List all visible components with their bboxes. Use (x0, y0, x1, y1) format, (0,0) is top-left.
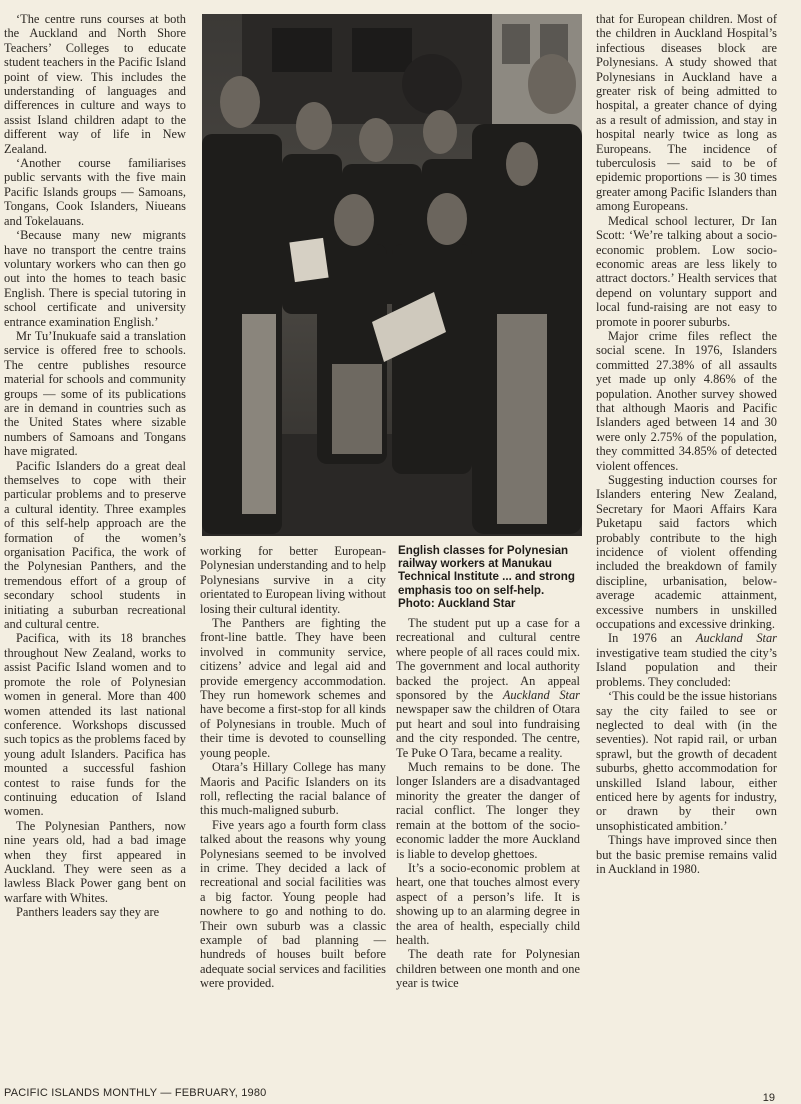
page-number: 19 (762, 1092, 775, 1104)
paragraph: The death rate for Polynesian children between one month and one year is twice (396, 947, 580, 991)
column-2 (200, 544, 386, 991)
paragraph: Much remains to be done. The longer Islanders are a disadvantaged minority the greater the danger of racial conflict. The longer they remain at the bottom of the socio-economic ladder the more Auckland is liable to develop ghettoes. (396, 760, 580, 861)
photo-caption: English classes for Polynesian railway workers at Manukau Technical Institute ... and strong emphasis too on self-help. Photo: Auckland Star (398, 544, 575, 610)
paragraph: Five years ago a fourth form class talked about the reasons why young Polynesians seemed to be involved in crime. They decided a lack of recreational and social facilities was a big factor. Young people had nowhere to go and nothing to do. Their own suburb was a classic example of bad planning — hundreds of houses built before adequate social services and facilities were provided. (200, 817, 386, 991)
paragraph: Pacific Islanders do a great deal themselves to cope with their particular problems and to preserve a cultural identity. Three examples of this self-help approach are the formation of the women’s organisation Pacifica, the work of the Polynesian Panthers, and the tremendous effort of a group of secondary school students in initiating a suburban recreational and cultural centre. (4, 458, 186, 632)
paragraph: ‘Because many new migrants have no transport the centre trains voluntary workers who can then go out into the homes to teach basic English. There is special tutoring in school certificate and university entrance examination English.’ (4, 228, 186, 329)
column-1 (4, 12, 186, 920)
paragraph-text: newspaper saw the children of Otara put heart and soul into fundraising and the city responded. The centre, Te Puke O Tara, became a reality. (396, 702, 580, 760)
paragraph: Otara’s Hillary College has many Maoris and Pacific Islanders on its roll, reflecting the racial balance of this much-maligned suburb. (200, 760, 386, 818)
paragraph: Major crime files reflect the social scene. In 1976, Islanders committed 27.38% of all assaults yet made up only 4.86% of the population. Another survey showed that although Maoris and Pacific Islanders aged between 14 and 30 were only 2.75% of the population, they committed 34.85% of detected violent offences. (596, 328, 777, 473)
paragraph: Medical school lecturer, Dr Ian Scott: ‘We’re talking about a socio-economic problem. Low socio-economic areas are less likely to attract doctors.’ Health services that depend on voluntary support and local fund-raising are not easy to promote in poorer suburbs. (596, 213, 777, 329)
paragraph: that for European children. Most of the children in Auckland Hospital’s infectious diseases block are Polynesians. A study showed that Polynesians in Auckland have a greater risk of being admitted to hospital, a greater chance of dying as a result of admission, and stay in hospital nearly twice as long as Europeans. The incidence of tuberculosis — said to be of epidemic proportions — is 30 times greater among Pacific Islanders than among Europeans. (596, 12, 777, 214)
paragraph: Panthers leaders say they are (16, 905, 160, 920)
column-3 (396, 616, 580, 991)
paragraph-text: In 1976 an (608, 631, 696, 646)
paragraph-text: The student put up a case for a recreational and cultural centre where people of all races could mix. The government and local authority backed the project. An appeal sponsored by the (396, 616, 580, 703)
paragraph: ‘Another course familiarises public servants with the five main Pacific Islands groups — Samoans, Tongans, Cook Islanders, Niueans and Tokelauans. (4, 156, 186, 228)
paragraph-text: investigative team studied the city’s Island population and their problems. They concluded: (596, 645, 777, 689)
paragraph: Pacifica, with its 18 branches throughout New Zealand, works to assist Pacific Island women and to promote the role of Polynesian women in general. More than 400 women attended its last national conference. Workshops discussed such topics as the problems faced by young adult Islanders. Pacifica has mounted a successful fashion contest to raise funds for the continuing education of Island women. (4, 631, 186, 819)
paragraph (396, 616, 580, 760)
footer-publication: PACIFIC ISLANDS MONTHLY — FEBRUARY, 1980 (4, 1087, 267, 1099)
paragraph: Mr Tu’Inukuafe said a translation service is offered free to schools. The centre publishes resource material for schools and community groups — some of its publications are in demand in countries such as the United States where sizable numbers of Samoans and Tongans have migrated. (4, 328, 186, 459)
paragraph: The Panthers are fighting the front-line battle. They have been involved in community service, citizens’ advice and legal aid and provide emergency accommodation. They run homework schemes and have become a first-stop for all kinds of Polynesians in trouble. Much of their time is devoted to counselling young people. (200, 616, 386, 760)
column-4 (596, 12, 777, 876)
paragraph: working for better European-Polynesian understanding and to help Polynesians survive in a city orientated to European living without losing their cultural identity. (200, 544, 386, 616)
photo-railway-workers (202, 14, 582, 536)
newspaper-name: Auckland Star (695, 631, 778, 646)
paragraph: It’s a socio-economic problem at heart, one that touches almost every aspect of a person’s life. It is showing up to an alarming degree in the area of health, especially child health. (396, 860, 580, 947)
paragraph: ‘This could be the issue historians say the city failed to see or neglected to deal with (in the seventies). Not rapid rail, or urban sprawl, but the growth of decadent suburbs, ghetto accommodation for unskilled Island labour, either enticed here by agents for industry, or drawn by their own unsophisticated ambition.’ (596, 689, 777, 833)
paragraph: ‘The centre runs courses at both the Auckland and North Shore Teachers’ Colleges to educate student teachers in the Pacific Island point of view. This includes the understanding of languages and differences in culture and ways to assist Island children adapt to the different way of life in New Zealand. (4, 12, 186, 156)
paragraph: Things have improved since then but the basic premise remains valid in Auckland in 1980. (596, 833, 777, 876)
paragraph (596, 631, 777, 689)
newspaper-name: Auckland Star (502, 688, 580, 703)
paragraph: The Polynesian Panthers, now nine years old, had a bad image when they first appeared in Auckland. They were seen as a lawless Black Power gang bent on warfare with Whites. (4, 818, 186, 905)
paragraph: Suggesting induction courses for Islanders entering New Zealand, Secretary for Maori Affairs Kara Puketapu said factors which probably contribute to the high incidence of violent offending included the breakdown of family discipline, urbanisation, below-average academic attainment, excessive numbers in unskilled occupations and excessive drinking. (596, 473, 777, 632)
